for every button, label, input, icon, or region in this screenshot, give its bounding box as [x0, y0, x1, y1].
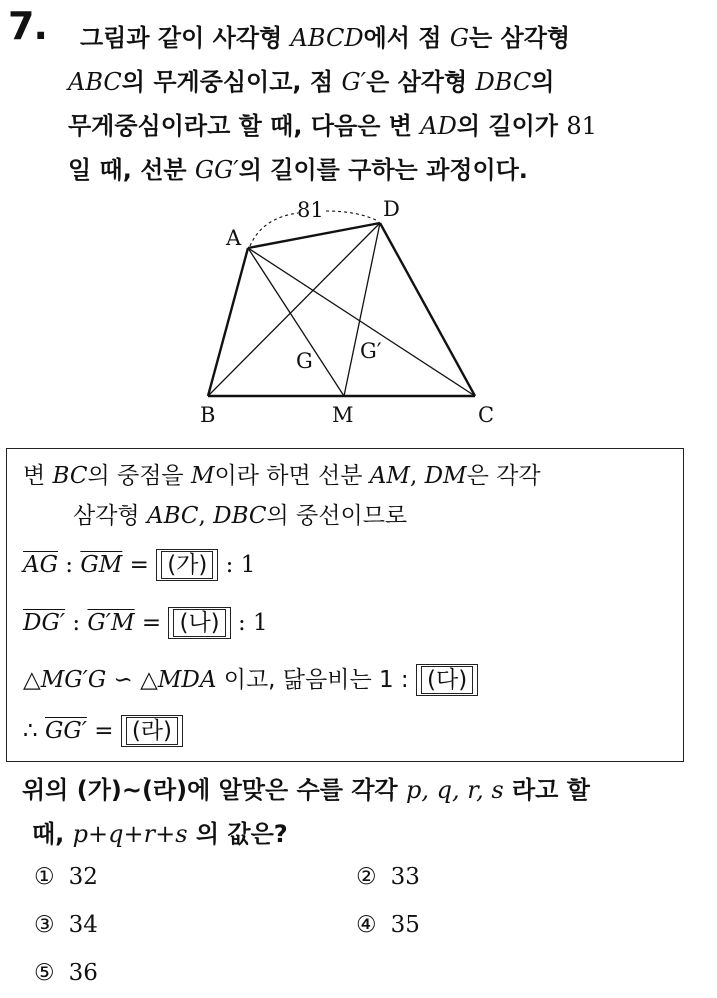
blank-ga [156, 549, 218, 581]
blank-ra [121, 715, 183, 747]
box-text: 은 각각 [466, 463, 541, 489]
vertex-label-d: D [383, 197, 400, 221]
math-dbc: DBC [475, 68, 532, 96]
median-am [248, 248, 344, 396]
choice-4[interactable] [356, 912, 420, 938]
solution-line-5 [23, 661, 478, 696]
math-g: G [449, 24, 470, 52]
box-text: : 1 [218, 552, 256, 578]
vertex-label-a: A [226, 226, 242, 250]
box-text: : [65, 610, 88, 636]
blank-label: (라) [126, 717, 178, 745]
stem-text: 에서 점 [363, 24, 450, 52]
stem-text: 의 무게중심이고, 점 [121, 68, 342, 96]
question-stem [68, 16, 708, 192]
ask-line-1 [22, 768, 712, 812]
box-text: 이고, 닮음비는 1 : [216, 667, 416, 693]
stem-line-4 [68, 148, 708, 192]
median-dm [344, 223, 380, 396]
box-text: 의 중선이므로 [266, 503, 408, 529]
math-abcd: ABCD [290, 24, 364, 52]
solution-line-2 [73, 497, 407, 530]
ask-text: 때, [32, 820, 73, 848]
blank-label: (나) [173, 609, 225, 637]
box-text: = [122, 552, 157, 578]
vertex-label-c: C [478, 403, 495, 427]
stem-text: 의 길이가 [456, 112, 567, 140]
blank-label: (가) [161, 551, 213, 579]
choice-value: 36 [68, 960, 98, 986]
blank-na [168, 607, 230, 639]
math-am: AM [369, 463, 410, 489]
stem-text: 의 길이를 구하는 과정이다. [238, 156, 528, 184]
math-pqrs: p, q, r, s [405, 776, 504, 804]
point-label-g: G [296, 349, 313, 373]
box-text: , [198, 503, 214, 529]
stem-line-1 [80, 16, 708, 60]
solution-line-3 [23, 549, 255, 581]
math-abc: ABC [146, 503, 199, 529]
choice-marker: ③ [34, 912, 55, 938]
point-label-g-prime: G′ [360, 339, 382, 363]
stem-text: 은 삼각형 [366, 68, 476, 96]
math-dm: DM [424, 463, 467, 489]
choice-marker: ④ [356, 912, 377, 938]
ad-dashed-arc-right [326, 211, 376, 220]
math-gg-prime: GG′ [194, 156, 239, 184]
choice-1[interactable] [34, 864, 98, 890]
triangle-symbol: △ [23, 667, 41, 693]
choice-value: 35 [390, 912, 420, 938]
therefore-symbol: ∴ [23, 718, 45, 744]
vertex-label-b: B [200, 403, 216, 427]
box-text: = [134, 610, 169, 636]
box-text: 이라 하면 선분 [214, 463, 370, 489]
choice-2[interactable] [356, 864, 420, 890]
box-text: : [57, 552, 81, 578]
side-ab [208, 248, 248, 396]
choice-value: 33 [390, 864, 420, 890]
solution-line-4 [23, 607, 268, 639]
math-mda: MDA [157, 667, 217, 693]
stem-text: 는 삼각형 [469, 24, 571, 52]
stem-text: 무게중심이라고 할 때, 다음은 변 [68, 112, 421, 140]
solution-line-1 [23, 457, 541, 490]
math-dbc: DBC [213, 503, 267, 529]
box-text: , [409, 463, 425, 489]
stem-line-3 [68, 104, 708, 148]
stem-text: 의 [531, 68, 555, 96]
side-ad [248, 223, 380, 248]
math-g-prime: G′ [341, 68, 367, 96]
quadrilateral-figure [200, 190, 520, 440]
math-mg-prime-g: MG′G [40, 667, 107, 693]
choice-5[interactable] [34, 960, 98, 986]
blank-label: (다) [421, 666, 473, 694]
solution-line-6 [23, 715, 183, 747]
similar-symbol: ∽ △ [106, 667, 158, 693]
ask-text: 라고 할 [503, 776, 590, 804]
box-text: = [86, 718, 121, 744]
question-number: 7. [8, 4, 47, 48]
choice-3[interactable] [34, 912, 98, 938]
math-bc: BC [52, 463, 88, 489]
box-text: : 1 [230, 610, 268, 636]
solution-box [6, 448, 684, 762]
stem-text: 일 때, 선분 [68, 156, 195, 184]
segment-gg-prime: GG′ [44, 718, 87, 744]
ask-text: 위의 (가)~(라)에 알맞은 수를 각각 [22, 776, 406, 804]
choice-marker: ② [356, 864, 377, 890]
box-text: 의 중점을 [87, 463, 191, 489]
box-text: 삼각형 [73, 503, 147, 529]
inner-segments [208, 223, 475, 396]
math-m: M [190, 463, 215, 489]
length-label-81: 81 [297, 198, 324, 222]
side-dc [380, 223, 475, 396]
choice-marker: ⑤ [34, 960, 55, 986]
point-label-m: M [332, 403, 354, 427]
blank-da [416, 664, 478, 696]
segment-g-prime-m: G′M [87, 610, 135, 636]
segment-dg-prime: DG′ [23, 610, 66, 636]
math-abc: ABC [68, 68, 122, 96]
segment-ag: $\overline{AG}$ [23, 552, 58, 578]
box-text: 변 [23, 463, 53, 489]
segment-gm: $\overline{GM}$ [80, 552, 123, 578]
ask-text: 의 값은? [187, 820, 288, 848]
stem-text: 그림과 같이 사각형 [80, 24, 291, 52]
math-sum: p+q+r+s [72, 820, 188, 848]
ask-line-2 [22, 812, 712, 856]
choice-value: 32 [68, 864, 98, 890]
stem-line-2 [68, 60, 708, 104]
choice-value: 34 [68, 912, 98, 938]
question-ask [22, 768, 712, 856]
value-81: 81 [566, 112, 597, 140]
math-ad: AD [420, 112, 457, 140]
choice-marker: ① [34, 864, 55, 890]
